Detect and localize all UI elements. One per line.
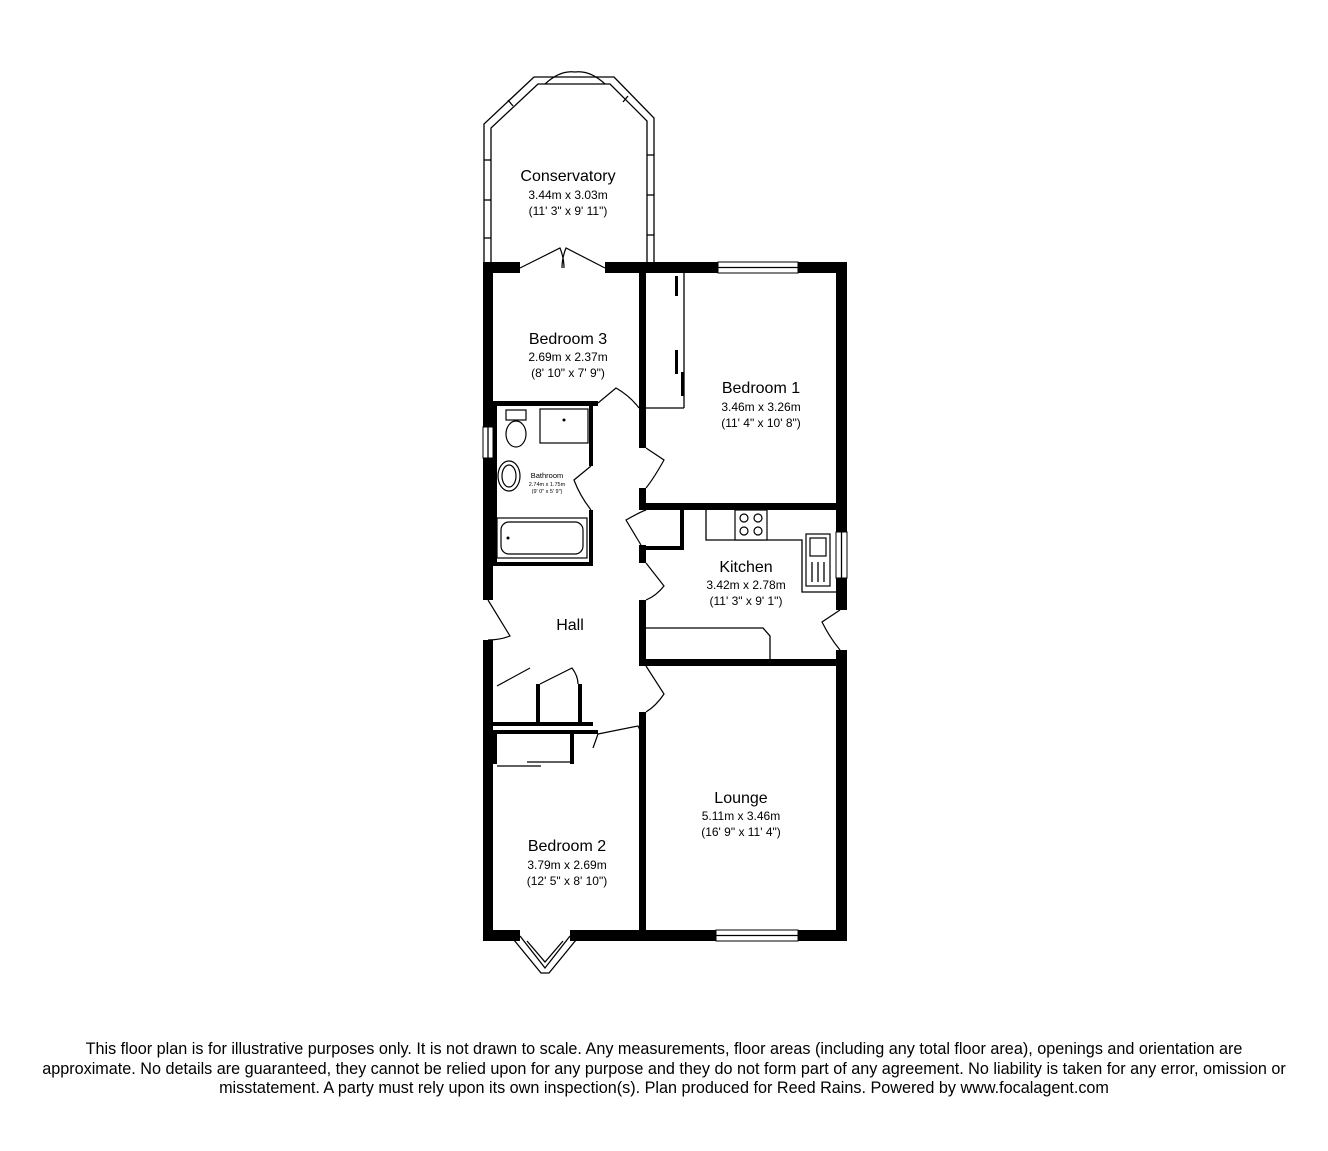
- svg-text:5.11m x 3.46m: 5.11m x 3.46m: [701, 809, 781, 823]
- hob: [735, 510, 767, 540]
- conservatory-french-door: [545, 72, 605, 84]
- room-label-bedroom3: [528, 331, 607, 380]
- svg-text:(11' 3" x 9' 1"): (11' 3" x 9' 1"): [709, 594, 783, 608]
- svg-text:Bedroom 1: Bedroom 1: [721, 380, 801, 397]
- room-label-conservatory: [520, 168, 615, 218]
- svg-text:Hall: Hall: [556, 617, 584, 634]
- svg-text:Bedroom 3: Bedroom 3: [528, 331, 608, 348]
- bedroom1-wardrobe: [646, 273, 684, 408]
- room-label-bedroom1: [721, 380, 801, 430]
- room-label-lounge: [701, 790, 781, 839]
- toilet-bowl: [506, 421, 526, 447]
- svg-text:2.74m x 1.75m: 2.74m x 1.75m: [528, 482, 566, 488]
- svg-text:(12' 5" x 8' 10"): (12' 5" x 8' 10"): [526, 874, 608, 888]
- disclaimer-text: This floor plan is for illustrative purposes only. It is not drawn to scale. Any measurements, floor areas (including any total floor area), openings and orientation are approximate. No details are guaranteed, they cannot be relied upon for any purpose and they do not form part of any agreement. No liability is taken for any error, omission or misstatement. A party must rely upon its own inspection(s). Plan produced for Reed Rains. Powered by www.focalagent.com: [42, 1040, 1286, 1097]
- svg-text:3.46m x 3.26m: 3.46m x 3.26m: [721, 400, 801, 414]
- svg-text:Lounge: Lounge: [714, 790, 768, 807]
- toilet-cistern: [506, 410, 526, 420]
- room-label-hall: [556, 617, 584, 634]
- svg-text:(9' 0" x 5' 9"): (9' 0" x 5' 9"): [531, 489, 563, 495]
- svg-text:Bedroom 2: Bedroom 2: [527, 838, 607, 855]
- shower-tray: [540, 409, 588, 443]
- room-label-bedroom2: [527, 838, 607, 888]
- room-label-bathroom: [529, 471, 566, 495]
- svg-text:3.79m x 2.69m: 3.79m x 2.69m: [527, 858, 607, 872]
- svg-text:2.69m x 2.37m: 2.69m x 2.37m: [528, 350, 608, 364]
- svg-text:(8' 10" x 7' 9"): (8' 10" x 7' 9"): [531, 366, 605, 380]
- svg-text:3.44m x 3.03m: 3.44m x 3.03m: [528, 188, 608, 202]
- svg-text:Kitchen: Kitchen: [719, 559, 773, 576]
- svg-text:Conservatory: Conservatory: [520, 168, 616, 185]
- svg-text:(16' 9" x 11' 4"): (16' 9" x 11' 4"): [701, 825, 781, 839]
- room-label-kitchen: [706, 559, 785, 608]
- bedroom2-bay-window: [514, 936, 576, 973]
- svg-text:Bathroom: Bathroom: [530, 471, 564, 480]
- svg-text:(11' 4" x 10' 8"): (11' 4" x 10' 8"): [721, 416, 801, 430]
- svg-text:(11' 3" x 9' 11"): (11' 3" x 9' 11"): [528, 204, 608, 218]
- svg-text:3.42m x 2.78m: 3.42m x 2.78m: [706, 578, 786, 592]
